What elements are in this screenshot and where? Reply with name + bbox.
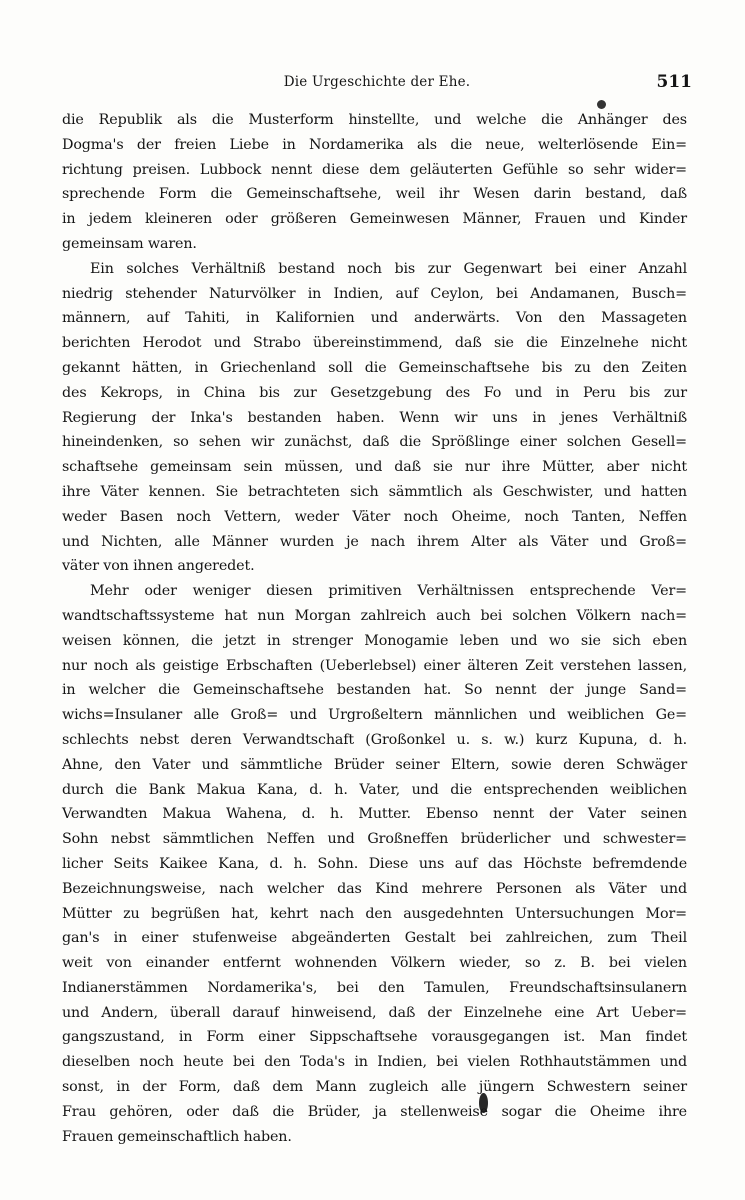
text-line: gan's in einer stufenweise abgeänderten Gestalt bei zahlreichen, zum Theil bbox=[62, 930, 687, 947]
text-line: hineindenken, so sehen wir zunächst, daß die Sprößlinge einer solchen Gesell= bbox=[62, 434, 687, 451]
text-line: und Nichten, alle Männer wurden je nach ihrem Alter als Väter und Groß= bbox=[62, 533, 687, 550]
text-line: wichs=Insulaner alle Groß= und Urgroßeltern männlichen und weiblichen Ge= bbox=[62, 707, 687, 724]
text-line: männern, auf Tahiti, in Kalifornien und anderwärts. Von den Massageten bbox=[62, 310, 687, 327]
text-line: gangszustand, in Form einer Sippschaftsehe vorausgegangen ist. Man findet bbox=[62, 1029, 687, 1046]
text-line: Ahne, den Vater und sämmtliche Brüder seiner Eltern, sowie deren Schwäger bbox=[62, 756, 687, 773]
text-line: weit von einander entfernt wohnenden Völkern wieder, so z. B. bei vielen bbox=[62, 955, 687, 972]
text-line: und Andern, überall darauf hinweisend, daß der Einzelnehe eine Art Ueber= bbox=[62, 1004, 687, 1021]
text-line: Bezeichnungsweise, nach welcher das Kind mehrere Personen als Väter und bbox=[62, 880, 687, 897]
text-line: richtung preisen. Lubbock nennt diese dem geläuterten Gefühle so sehr wider= bbox=[62, 161, 687, 178]
text-line: licher Seits Kaikee Kana, d. h. Sohn. Diese uns auf das Höchste befremdende bbox=[62, 855, 687, 872]
text-line: berichten Herodot und Strabo übereinstimmend, daß sie die Einzelnehe nicht bbox=[62, 335, 687, 352]
running-title: Die Urgeschichte der Ehe. bbox=[283, 74, 471, 90]
text-line: sprechende Form die Gemeinschaftsehe, weil ihr Wesen darin bestand, daß bbox=[62, 186, 687, 203]
running-head bbox=[62, 70, 692, 100]
text-line: in welcher die Gemeinschaftsehe bestanden hat. So nennt der junge Sand= bbox=[62, 682, 687, 699]
paragraph bbox=[62, 108, 687, 257]
text-line: Frauen gemeinschaftlich haben. bbox=[62, 1128, 292, 1145]
text-line: Dogma's der freien Liebe in Nordamerika als die neue, welterlösende Ein= bbox=[62, 136, 687, 153]
text-line: in jedem kleineren oder größeren Gemeinwesen Männer, Frauen und Kinder bbox=[62, 211, 687, 228]
text-line: Mütter zu begrüßen hat, kehrt nach den ausgedehnten Untersuchungen Mor= bbox=[62, 905, 687, 922]
text-line: Indianerstämmen Nordamerika's, bei den Tamulen, Freundschaftsinsulanern bbox=[62, 979, 687, 996]
text-line: Regierung der Inka's bestanden haben. Wenn wir uns in jenes Verhältniß bbox=[62, 409, 687, 426]
text-line: Sohn nebst sämmtlichen Neffen und Großneffen brüderlicher und schwester= bbox=[62, 831, 687, 848]
text-line: wandtschaftssysteme hat nun Morgan zahlreich auch bei solchen Völkern nach= bbox=[62, 607, 687, 624]
text-line: schaftsehe gemeinsam sein müssen, und daß sie nur ihre Mütter, aber nicht bbox=[62, 459, 687, 476]
text-line: sonst, in der Form, daß dem Mann zugleich alle jüngern Schwestern seiner bbox=[62, 1079, 687, 1096]
text-line: die Republik als die Musterform hinstellte, und welche die Anhänger des bbox=[62, 112, 687, 128]
text-line: Ein solches Verhältniß bestand noch bis zur Gegenwart bei einer Anzahl bbox=[90, 260, 687, 277]
text-line: nur noch als geistige Erbschaften (Ueberlebsel) einer älteren Zeit verstehen lassen, bbox=[62, 657, 687, 674]
text-line: schlechts nebst deren Verwandtschaft (Großonkel u. s. w.) kurz Kupuna, d. h. bbox=[62, 731, 687, 748]
text-line: gemeinsam waren. bbox=[62, 235, 197, 252]
body-text bbox=[62, 108, 687, 1149]
text-line: des Kekrops, in China bis zur Gesetzgebung des Fo und in Peru bis zur bbox=[62, 384, 687, 401]
text-line: gekannt hätten, in Griechenland soll die Gemeinschaftsehe bis zu den Zeiten bbox=[62, 359, 687, 376]
text-line: niedrig stehender Naturvölker in Indien, auf Ceylon, bei Andamanen, Busch= bbox=[62, 285, 687, 302]
text-line: weder Basen noch Vettern, weder Väter noch Oheime, noch Tanten, Neffen bbox=[62, 508, 687, 525]
text-line: ihre Väter kennen. Sie betrachteten sich sämmtlich als Geschwister, und hatten bbox=[62, 483, 687, 500]
text-line: durch die Bank Makua Kana, d. h. Vater, und die entsprechenden weiblichen bbox=[62, 781, 687, 798]
text-line: Frau gehören, oder daß die Brüder, ja stellenweise sogar die Oheime ihre bbox=[62, 1103, 687, 1120]
page-number: 511 bbox=[656, 72, 692, 92]
text-line: väter von ihnen angeredet. bbox=[62, 558, 255, 575]
text-line: weisen können, die jetzt in strenger Monogamie leben und wo sie sich eben bbox=[62, 632, 687, 649]
paragraph bbox=[62, 579, 687, 1149]
paragraph bbox=[62, 257, 687, 579]
text-line: Mehr oder weniger diesen primitiven Verhältnissen entsprechende Ver= bbox=[90, 583, 687, 600]
text-line: dieselben noch heute bei den Toda's in Indien, bei vielen Rothhautstämmen und bbox=[62, 1054, 687, 1071]
text-line: Verwandten Makua Wahena, d. h. Mutter. Ebenso nennt der Vater seinen bbox=[62, 806, 687, 823]
